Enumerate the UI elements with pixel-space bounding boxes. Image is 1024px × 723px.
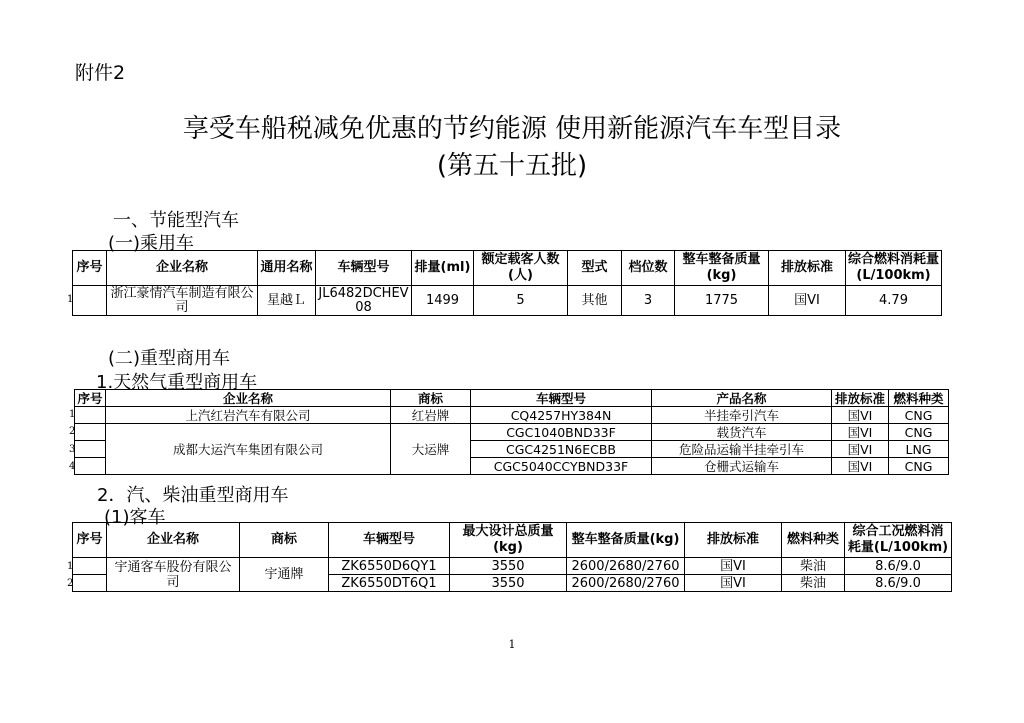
brand: 宇通牌: [240, 558, 329, 592]
company-name: 宇通客车股份有限公司: [107, 558, 240, 592]
vehicle-model: ZK6550DT6Q1: [329, 575, 450, 592]
table-row: [73, 286, 942, 316]
col-header: 企业名称: [106, 390, 391, 407]
col-header: 排放标准: [832, 390, 889, 407]
document-title: 享受车船税减免优惠的节约能源 使用新能源汽车车型目录: [182, 114, 842, 144]
col-header: 商标: [240, 523, 329, 558]
curb-mass: 2600/2680/2760: [567, 575, 685, 592]
col-header: 企业名称: [107, 251, 258, 286]
row-seq: [73, 286, 107, 316]
row-number: 4: [69, 461, 76, 472]
max-total-mass: 3550: [450, 558, 567, 575]
passenger-car-table: [72, 250, 942, 316]
product-name: 半挂牵引汽车: [652, 407, 832, 424]
fuel-consumption: 8.6/9.0: [845, 558, 952, 575]
col-header: 燃料种类: [889, 390, 949, 407]
row-number: 1: [67, 294, 74, 305]
col-header: 序号: [73, 523, 107, 558]
row-number: 1: [67, 561, 74, 572]
col-header: 综合工况燃料消耗量(L/100km): [845, 523, 952, 558]
bus-heading: (1)客车: [104, 507, 166, 528]
col-header: 档位数: [622, 251, 675, 286]
emission-standard: 国VI: [685, 558, 782, 575]
emission-standard: 国VI: [832, 407, 889, 424]
col-header: 最大设计总质量(kg): [450, 523, 567, 558]
fuel-consumption: 8.6/9.0: [845, 575, 952, 592]
table-header-row: [73, 251, 942, 286]
vehicle-model: CGC5040CCYBND33F: [471, 458, 652, 475]
row-number: 1: [69, 409, 76, 420]
emission-standard: 国VI: [685, 575, 782, 592]
col-header: 序号: [73, 251, 107, 286]
row-number: 3: [69, 444, 76, 455]
product-name: 危险品运输半挂牵引车: [652, 441, 832, 458]
section2-heading: (二)重型商用车: [108, 348, 231, 369]
row-seq: [73, 575, 107, 592]
natural-gas-heading: 1.天然气重型商用车: [96, 372, 258, 393]
fuel-consumption: 4.79: [846, 286, 942, 316]
fuel-type: CNG: [889, 407, 949, 424]
row-number: 2: [69, 426, 76, 437]
table-header-row: [75, 390, 949, 407]
company-name: 成都大运汽车集团有限公司: [106, 424, 391, 475]
batch-subtitle: (第五十五批): [436, 151, 588, 181]
col-header: 车辆型号: [329, 523, 450, 558]
col-header: 型式: [568, 251, 622, 286]
displacement: 1499: [412, 286, 474, 316]
vehicle-model: JL6482DCHEV08: [316, 286, 412, 316]
col-header: 综合燃料消耗量(L/100km): [846, 251, 942, 286]
fuel-type: CNG: [889, 458, 949, 475]
product-name: 仓栅式运输车: [652, 458, 832, 475]
vehicle-model: CQ4257HY384N: [471, 407, 652, 424]
table-row: [75, 424, 949, 441]
col-header: 额定载客人数(人): [474, 251, 568, 286]
brand: 大运牌: [391, 424, 471, 475]
row-number: 2: [67, 578, 74, 589]
fuel-type: 柴油: [782, 558, 845, 575]
emission-standard: 国VI: [832, 458, 889, 475]
row-seq: [75, 441, 106, 458]
col-header: 整车整备质量(kg): [567, 523, 685, 558]
common-name: 星越Ｌ: [258, 286, 316, 316]
annex-label: 附件2: [75, 62, 126, 84]
col-header: 商标: [391, 390, 471, 407]
col-header: 车辆型号: [471, 390, 652, 407]
col-header: 车辆型号: [316, 251, 412, 286]
vehicle-model: CGC1040BND33F: [471, 424, 652, 441]
product-name: 载货汽车: [652, 424, 832, 441]
emission-standard: 国VI: [832, 424, 889, 441]
page-number: 1: [508, 638, 516, 651]
gasoline-diesel-heading: 2．汽、柴油重型商用车: [97, 485, 289, 506]
company-name: 上汽红岩汽车有限公司: [106, 407, 391, 424]
natural-gas-vehicle-table: [74, 389, 949, 475]
row-seq: [75, 424, 106, 441]
col-header: 通用名称: [258, 251, 316, 286]
row-seq: [73, 558, 107, 575]
fuel-type: CNG: [889, 424, 949, 441]
curb-mass: 2600/2680/2760: [567, 558, 685, 575]
vehicle-model: CGC4251N6ECBB: [471, 441, 652, 458]
fuel-type: LNG: [889, 441, 949, 458]
gear-count: 3: [622, 286, 675, 316]
section1-heading: 一、节能型汽车: [113, 210, 239, 231]
col-header: 整车整备质量(kg): [675, 251, 769, 286]
fuel-type: 柴油: [782, 575, 845, 592]
curb-mass: 1775: [675, 286, 769, 316]
brand: 红岩牌: [391, 407, 471, 424]
table-row: [73, 558, 952, 575]
passenger-car-heading: (一)乘用车: [108, 233, 195, 254]
col-header: 排量(ml): [412, 251, 474, 286]
row-seq: [75, 458, 106, 475]
vehicle-model: ZK6550D6QY1: [329, 558, 450, 575]
bus-table: [72, 522, 952, 592]
table-header-row: [73, 523, 952, 558]
col-header: 产品名称: [652, 390, 832, 407]
vehicle-type: 其他: [568, 286, 622, 316]
col-header: 序号: [75, 390, 106, 407]
col-header: 排放标准: [769, 251, 846, 286]
col-header: 企业名称: [107, 523, 240, 558]
row-seq: [75, 407, 106, 424]
emission-standard: 国VI: [769, 286, 846, 316]
col-header: 燃料种类: [782, 523, 845, 558]
col-header: 排放标准: [685, 523, 782, 558]
max-total-mass: 3550: [450, 575, 567, 592]
company-name: 浙江豪情汽车制造有限公司: [107, 286, 258, 316]
table-row: [75, 407, 949, 424]
seat-count: 5: [474, 286, 568, 316]
emission-standard: 国VI: [832, 441, 889, 458]
